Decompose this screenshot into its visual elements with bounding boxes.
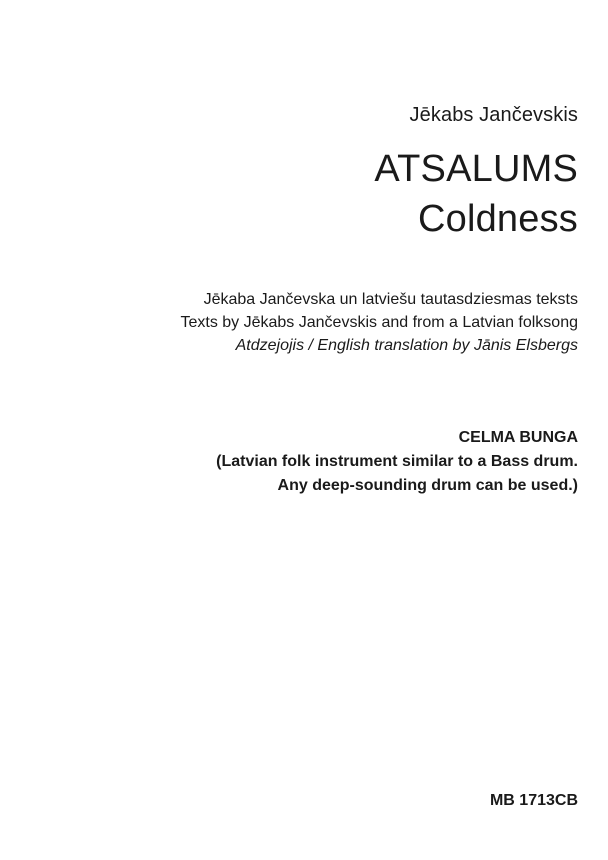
credit-latvian-text: Jēkaba Jančevska un latviešu tautasdziesmas teksts bbox=[203, 291, 578, 308]
credit-translation: Atdzejojis / English translation by Jānis Elsbergs bbox=[235, 337, 578, 354]
instrument-description-line2: Any deep-sounding drum can be used.) bbox=[277, 477, 578, 494]
instrument-block bbox=[216, 426, 578, 498]
instrument-name: CELMA BUNGA bbox=[458, 429, 578, 446]
title-english: Coldness bbox=[417, 198, 578, 240]
title-latvian: ATSALUMS bbox=[374, 148, 578, 190]
credit-english-text: Texts by Jēkabs Jančevskis and from a Latvian folksong bbox=[180, 314, 578, 331]
instrument-description-line1: (Latvian folk instrument similar to a Bass drum. bbox=[216, 453, 578, 470]
catalog-number: MB 1713CB bbox=[489, 792, 578, 809]
text-credits bbox=[180, 288, 578, 357]
composer-name: Jēkabs Jančevskis bbox=[409, 104, 578, 126]
